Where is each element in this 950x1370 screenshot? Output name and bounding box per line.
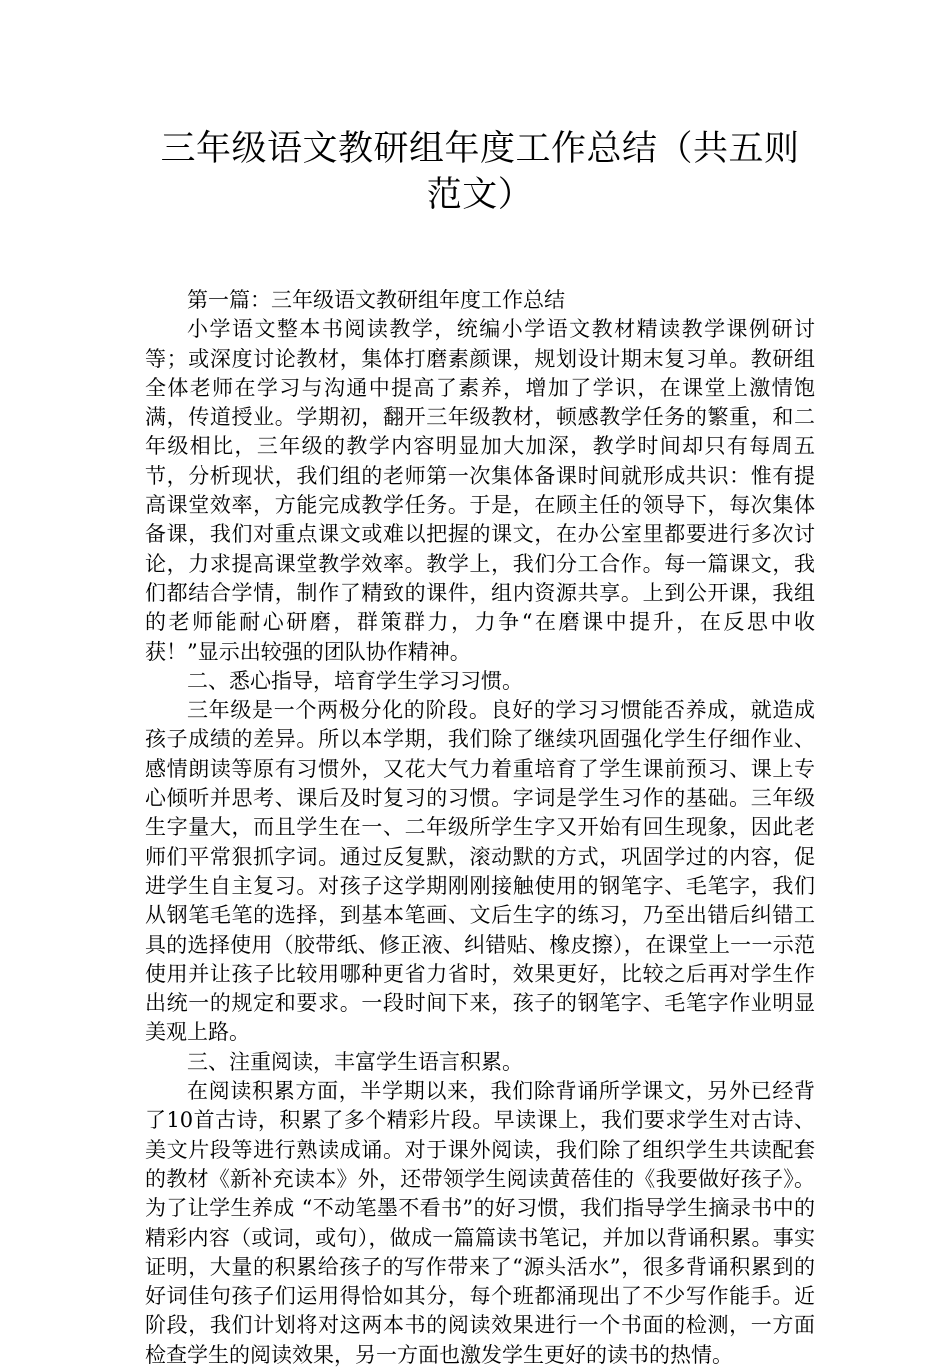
section-heading-guidance: 二、悉心指导，培育学生学习习惯。	[187, 668, 523, 693]
section-heading-reading: 三、注重阅读，丰富学生语言积累。	[187, 1049, 523, 1074]
document-page	[145, 126, 815, 1370]
paragraph-reading-accumulation: 在阅读积累方面，半学期以来，我们除背诵所学课文，另外已经背了10首古诗，积累了多个精彩片段。早读课上，我们要求学生对古诗、美文片段等进行熟读成诵。对于课外阅读，我们除了组织学生共读配套的教材《新补充读本》外，还带领学生阅读黄蓓佳的《我要做好孩子》。为了让学生养成 “不动笔墨不看书”的好习惯，我们指导学生摘录书中的精彩内容（或词，或句），做成一篇篇读书笔记，并加以背诵积累。事实证明，大量的积累给孩子的写作带来了“源头活水”，很多背诵积累到的好词佳句孩子们运用得恰如其分，每个班都涌现出了不少写作能手。近阶段，我们计划将对这两本书的阅读效果进行一个书面的检测，一方面检查学生的阅读效果，另一方面也激发学生更好的读书的热情。	[145, 1079, 815, 1367]
paragraph-teaching-research: 小学语文整本书阅读教学，统编小学语文教材精读教学课例研讨等；或深度讨论教材，集体打磨素颜课，规划设计期末复习单。教研组全体老师在学习与沟通中提高了素养，增加了学识，在课堂上激情饱满，传道授业。学期初，翻开三年级教材，顿感教学任务的繁重，和二年级相比，三年级的教学内容明显加大加深，教学时间却只有每周五节，分析现状，我们组的老师第一次集体备课时间就形成共识：惟有提高课堂效率，方能完成教学任务。于是，在顾主任的领导下，每次集体备课，我们对重点课文或难以把握的课文，在办公室里都要进行多次讨论，力求提高课堂教学效率。教学上，我们分工合作。每一篇课文，我们都结合学情，制作了精致的课件，组内资源共享。上到公开课，我组的老师能耐心研磨，群策群力，力争“在磨课中提升，在反思中收获！”显示出较强的团队协作精神。	[145, 317, 815, 664]
paragraph-study-habits: 三年级是一个两极分化的阶段。良好的学习习惯能否养成，就造成孩子成绩的差异。所以本学期，我们除了继续巩固强化学生仔细作业、感情朗读等原有习惯外，又花大气力着重培育了学生课前预习、课上专心倾听并思考、课后及时复习的习惯。字词是学生习作的基础。三年级生字量大，而且学生在一、二年级所学生字又开始有回生现象，因此老师们平常狠抓字词。通过反复默，滚动默的方式，巩固学过的内容，促进学生自主复习。对孩子这学期刚刚接触使用的钢笔字、毛笔字，我们从钢笔毛笔的选择，到基本笔画、文后生字的练习，乃至出错后纠错工具的选择使用（胶带纸、修正液、纠错贴、橡皮擦），在课堂上一一示范使用并让孩子比较用哪种更省力省时，效果更好，比较之后再对学生作出统一的规定和要求。一段时间下来，孩子的钢笔字、毛笔字作业明显美观上路。	[145, 698, 815, 1045]
document-title: 三年级语文教研组年度工作总结（共五则范文）	[160, 129, 800, 215]
document-body	[145, 286, 815, 1370]
section-heading-first-article: 第一篇：三年级语文教研组年度工作总结	[187, 288, 565, 312]
